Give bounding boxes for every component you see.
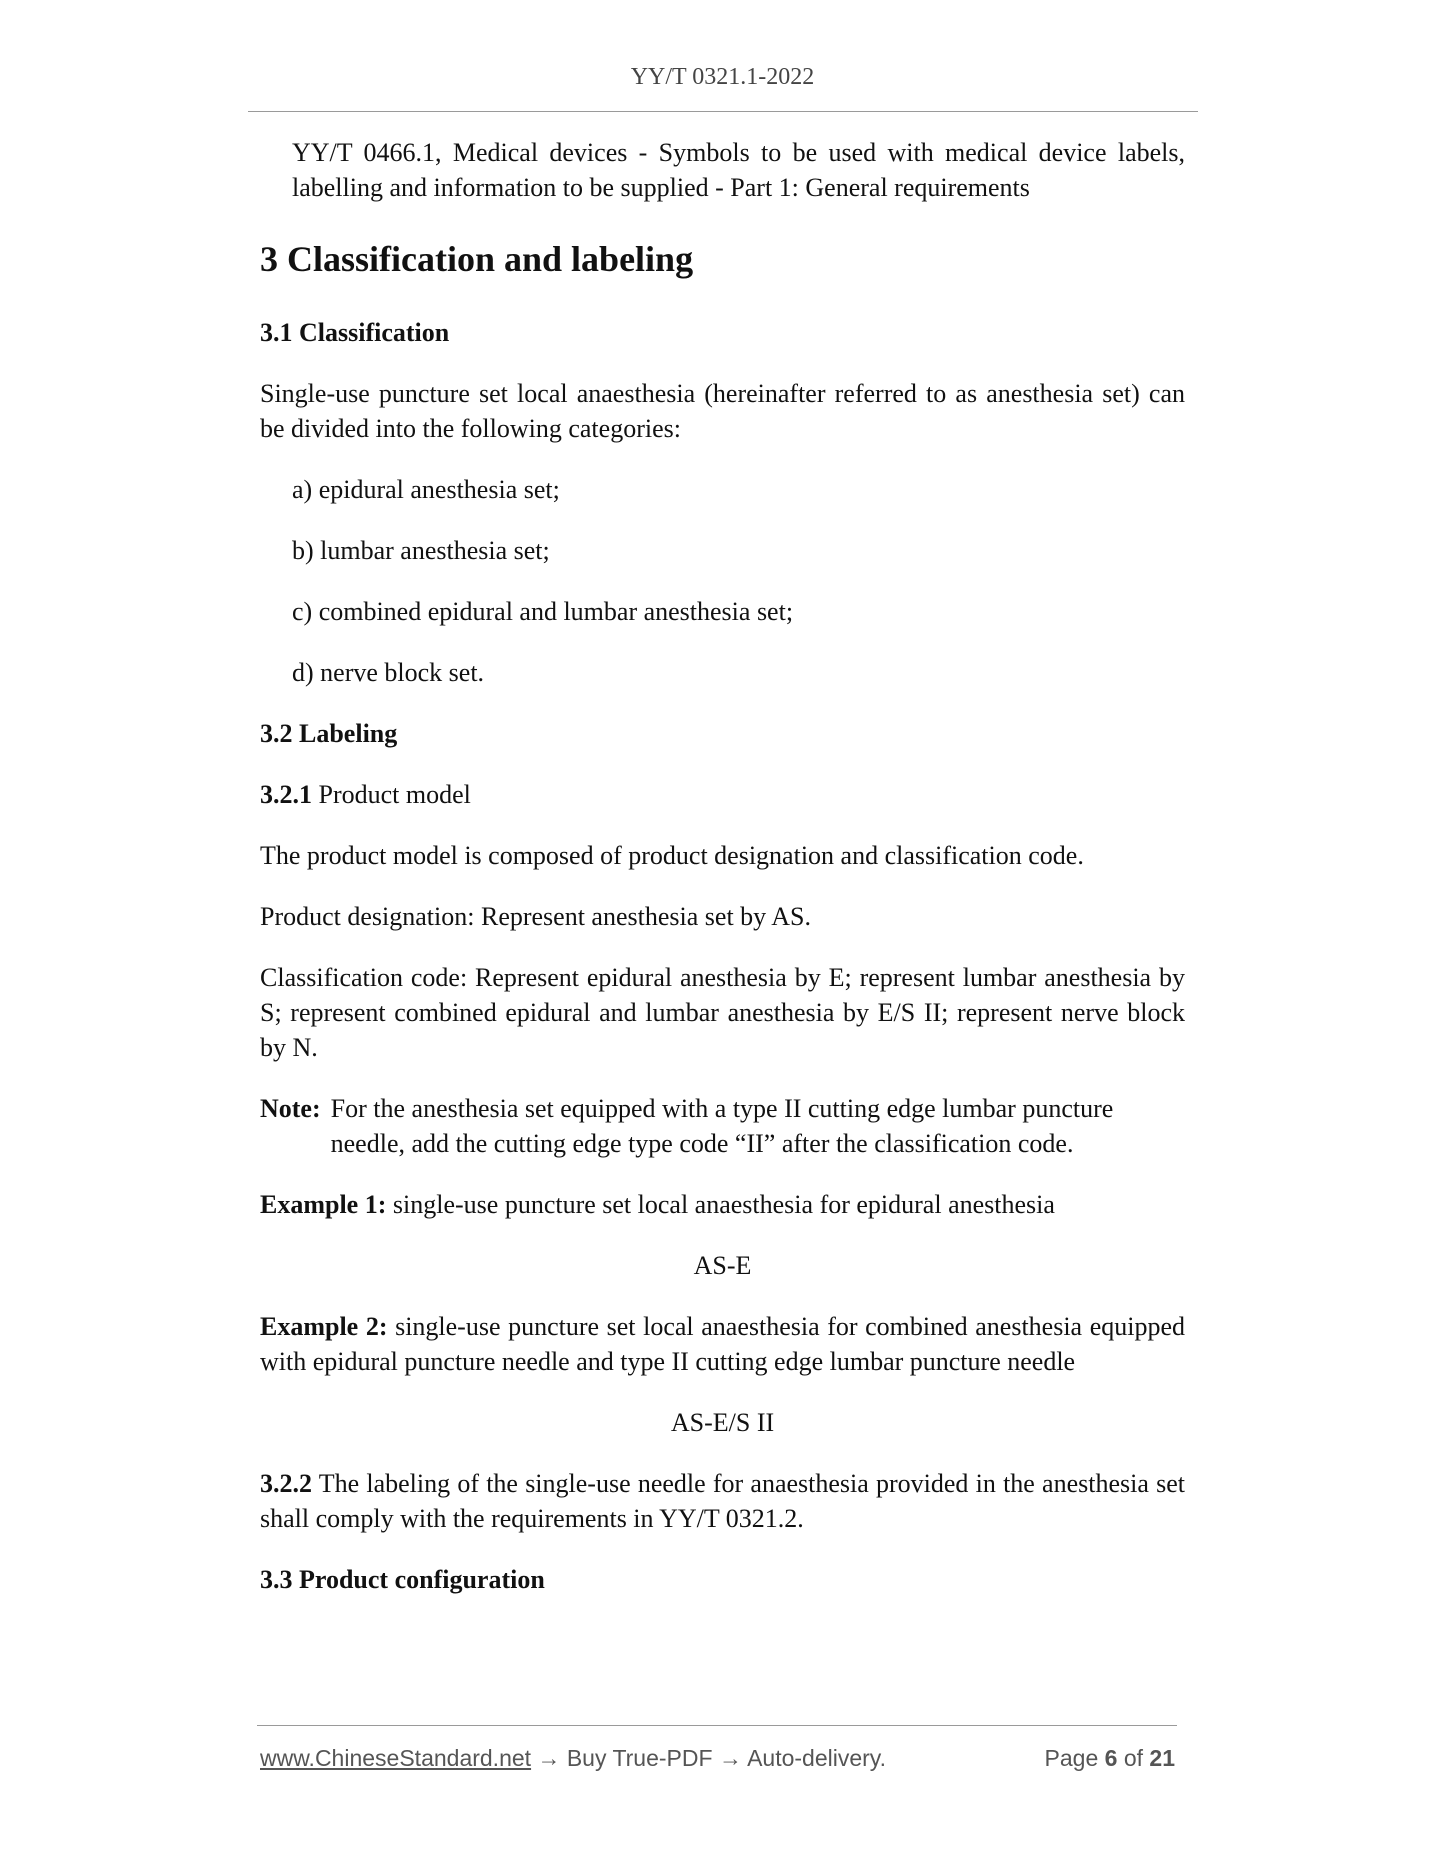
buy-text: Buy True-PDF <box>566 1745 713 1771</box>
subsection-heading-labeling: 3.2 Labeling <box>260 719 398 748</box>
clause-title: Product model <box>312 780 471 809</box>
page-content <box>260 135 1185 1597</box>
note-label: Note: <box>260 1094 321 1123</box>
clause-number: 3.2.2 <box>260 1469 312 1498</box>
current-page: 6 <box>1104 1745 1118 1771</box>
note-line: needle, add the cutting edge type code “II” after the classification code. <box>330 1129 1074 1158</box>
delivery-text: Auto-delivery. <box>747 1745 886 1771</box>
example-label: Example 2: <box>260 1312 388 1341</box>
list-item: a) epidural anesthesia set; <box>292 475 560 504</box>
header-divider <box>248 111 1198 112</box>
product-model-paragraph: The product model is composed of product designation and classification code. <box>260 841 1084 870</box>
product-designation-paragraph: Product designation: Represent anesthesia set by AS. <box>260 902 811 931</box>
clause-text: The labeling of the single-use needle for anaesthesia provided in the anesthesia set shall comply with the requirements in YY/T 0321.2. <box>260 1469 1185 1533</box>
list-item: c) combined epidural and lumbar anesthesia set; <box>292 597 794 626</box>
footer-divider <box>257 1725 1177 1726</box>
normative-reference: YY/T 0466.1, Medical devices - Symbols to be used with medical device labels, labelling and information to be supplied - Part 1: General requirements <box>292 138 1185 202</box>
example-label: Example 1: <box>260 1190 387 1219</box>
arrow-icon: → <box>537 1745 561 1771</box>
classification-code-paragraph: Classification code: Represent epidural anesthesia by E; represent lumbar anesthesia by S; represent combined epidural and lumbar anesthesia by E/S II; represent nerve block by N. <box>260 963 1185 1062</box>
running-header: YY/T 0321.1-2022 <box>630 64 815 90</box>
example-2 <box>260 1309 1185 1379</box>
page-footer <box>260 1745 1175 1775</box>
list-item: b) lumbar anesthesia set; <box>292 536 550 565</box>
subsection-heading-configuration: 3.3 Product configuration <box>260 1565 545 1594</box>
clause-3-2-2 <box>260 1466 1185 1536</box>
note-line: For the anesthesia set equipped with a type II cutting edge lumbar puncture <box>330 1094 1114 1123</box>
note-text <box>321 1091 1114 1161</box>
example-2-code: AS-E/S II <box>670 1408 775 1437</box>
clause-3-2-1 <box>260 777 1185 812</box>
page-word: Page <box>1044 1745 1099 1771</box>
website-link[interactable]: www.ChineseStandard.net <box>260 1745 532 1771</box>
note-block <box>260 1091 1185 1161</box>
clause-number: 3.2.1 <box>260 780 312 809</box>
example-text: single-use puncture set local anaesthesia for combined anesthesia equipped with epidural puncture needle and type II cutting edge lumbar puncture needle <box>260 1312 1185 1376</box>
footer-promo <box>260 1745 886 1772</box>
total-pages: 21 <box>1149 1745 1175 1771</box>
section-heading: 3 Classification and labeling <box>260 239 694 279</box>
of-word: of <box>1123 1745 1144 1771</box>
example-1 <box>260 1187 1185 1222</box>
example-text: single-use puncture set local anaesthesia for epidural anesthesia <box>386 1190 1055 1219</box>
example-1-code: AS-E <box>693 1251 752 1280</box>
page-number <box>1045 1745 1175 1772</box>
list-item: d) nerve block set. <box>292 658 485 687</box>
classification-intro: Single-use puncture set local anaesthesia (hereinafter referred to as anesthesia set) can be divided into the following categories: <box>260 379 1185 443</box>
arrow-icon: → <box>718 1745 742 1771</box>
subsection-heading-classification: 3.1 Classification <box>260 318 450 347</box>
